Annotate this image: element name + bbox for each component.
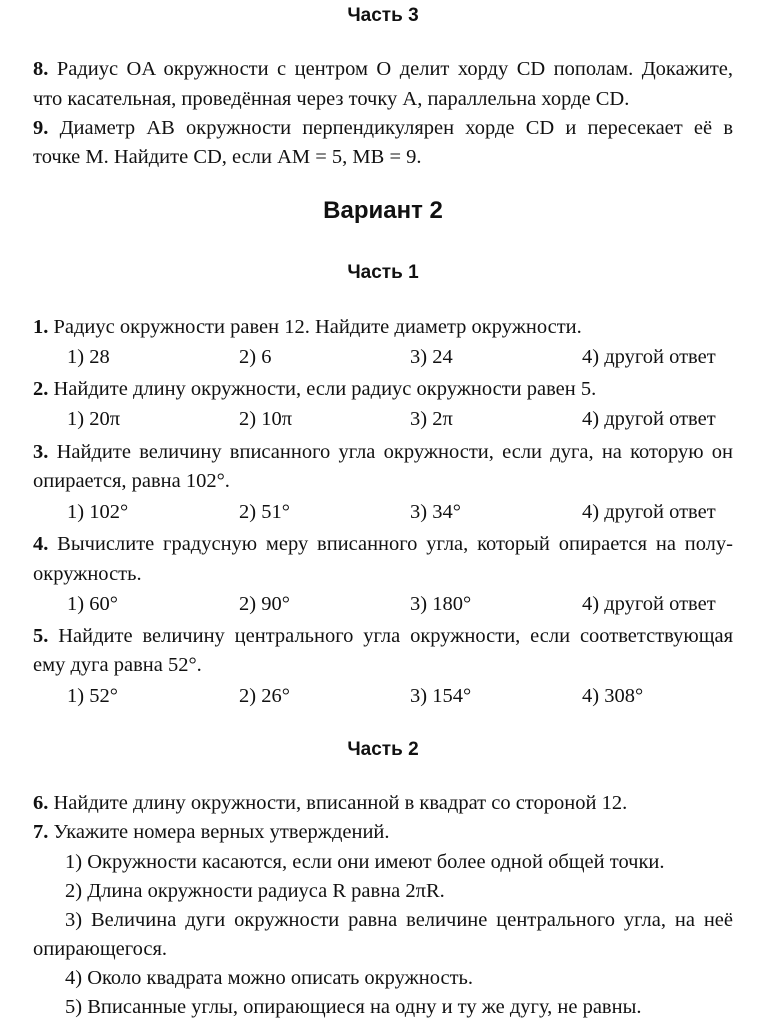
q8-line-1 <box>33 55 733 83</box>
part2-title: Часть 2 <box>347 739 419 760</box>
q5-option-1: 1) 52° <box>67 685 118 707</box>
q4-option-1: 1) 60° <box>67 593 118 615</box>
q3-line-1 <box>33 438 733 466</box>
q7-statement-3-cont: опирающегося. <box>33 938 168 960</box>
q5-number: 5. <box>33 625 49 647</box>
q7-text-1: Укажите номера верных утверждений. <box>53 821 390 843</box>
q1-option-2: 2) 6 <box>239 346 272 368</box>
q1-option-4: 4) другой ответ <box>582 346 716 368</box>
q1-number: 1. <box>33 316 49 338</box>
q2-option-4: 4) другой ответ <box>582 408 716 430</box>
q2-number: 2. <box>33 378 49 400</box>
q9-line-1 <box>33 114 733 142</box>
q1-line-1 <box>33 313 733 341</box>
q7-statement-5: 5) Вписанные углы, опирающиеся на одну и ту же дугу, не равны. <box>65 996 642 1018</box>
q9-line-2: точке M. Найдите CD, если AM = 5, MB = 9. <box>33 146 422 168</box>
q5-line-2: ему дуга равна 52°. <box>33 654 202 676</box>
q3-number: 3. <box>33 441 49 463</box>
q8-line-2: что касательная, проведённая через точку A, параллельна хорде CD. <box>33 88 630 110</box>
q8-number: 8. <box>33 58 49 80</box>
q7-statement-1: 1) Окружности касаются, если они имеют более одной общей точки. <box>65 851 665 873</box>
q6-line-1 <box>33 789 733 817</box>
q1-option-3: 3) 24 <box>410 346 453 368</box>
q4-option-4: 4) другой ответ <box>582 593 716 615</box>
q5-text-1: Найдите величину центрального угла окружности, если соответствующая <box>58 625 734 647</box>
q4-line-2: окружность. <box>33 563 142 585</box>
q3-text-1: Найдите величину вписанного угла окружности, если дуга, на которую он <box>56 441 733 463</box>
q9-text-1: Диаметр AB окружности перпендикулярен хорде CD и пересекает её в <box>59 117 733 139</box>
q4-option-3: 3) 180° <box>410 593 472 615</box>
q2-option-3: 3) 2π <box>410 408 453 430</box>
q7-statement-3: 3) Величина дуги окружности равна величине центрального угла, на неё <box>65 909 733 931</box>
part1-title: Часть 1 <box>347 262 419 283</box>
q6-text-1: Найдите длину окружности, вписанной в квадрат со стороной 12. <box>53 792 628 814</box>
q4-line-1 <box>33 530 733 558</box>
q4-text-1: Вычислите градусную меру вписанного угла, который опирается на полу- <box>57 533 733 555</box>
q3-line-2: опирается, равна 102°. <box>33 470 230 492</box>
q3-option-3: 3) 34° <box>410 501 461 523</box>
q6-number: 6. <box>33 792 49 814</box>
q8-text-1: Радиус OA окружности с центром O делит хорду CD пополам. Докажите, <box>56 58 733 80</box>
variant-title: Вариант 2 <box>323 197 443 224</box>
q1-option-1: 1) 28 <box>67 346 110 368</box>
q2-text-1: Найдите длину окружности, если радиус окружности равен 5. <box>53 378 597 400</box>
q5-option-4: 4) 308° <box>582 685 644 707</box>
part3-title: Часть 3 <box>347 5 419 26</box>
q5-option-3: 3) 154° <box>410 685 472 707</box>
q5-line-1 <box>33 622 733 650</box>
q1-text-1: Радиус окружности равен 12. Найдите диаметр окружности. <box>53 316 582 338</box>
q5-option-2: 2) 26° <box>239 685 290 707</box>
q7-line-1 <box>33 818 733 846</box>
q2-option-2: 2) 10π <box>239 408 293 430</box>
q4-number: 4. <box>33 533 49 555</box>
q2-option-1: 1) 20π <box>67 408 121 430</box>
q9-number: 9. <box>33 117 49 139</box>
q3-option-2: 2) 51° <box>239 501 290 523</box>
q3-option-4: 4) другой ответ <box>582 501 716 523</box>
q7-statement-2: 2) Длина окружности радиуса R равна 2πR. <box>65 880 445 902</box>
q7-number: 7. <box>33 821 49 843</box>
q2-line-1 <box>33 375 733 403</box>
q7-statement-4: 4) Около квадрата можно описать окружность. <box>65 967 474 989</box>
q3-option-1: 1) 102° <box>67 501 129 523</box>
q4-option-2: 2) 90° <box>239 593 290 615</box>
